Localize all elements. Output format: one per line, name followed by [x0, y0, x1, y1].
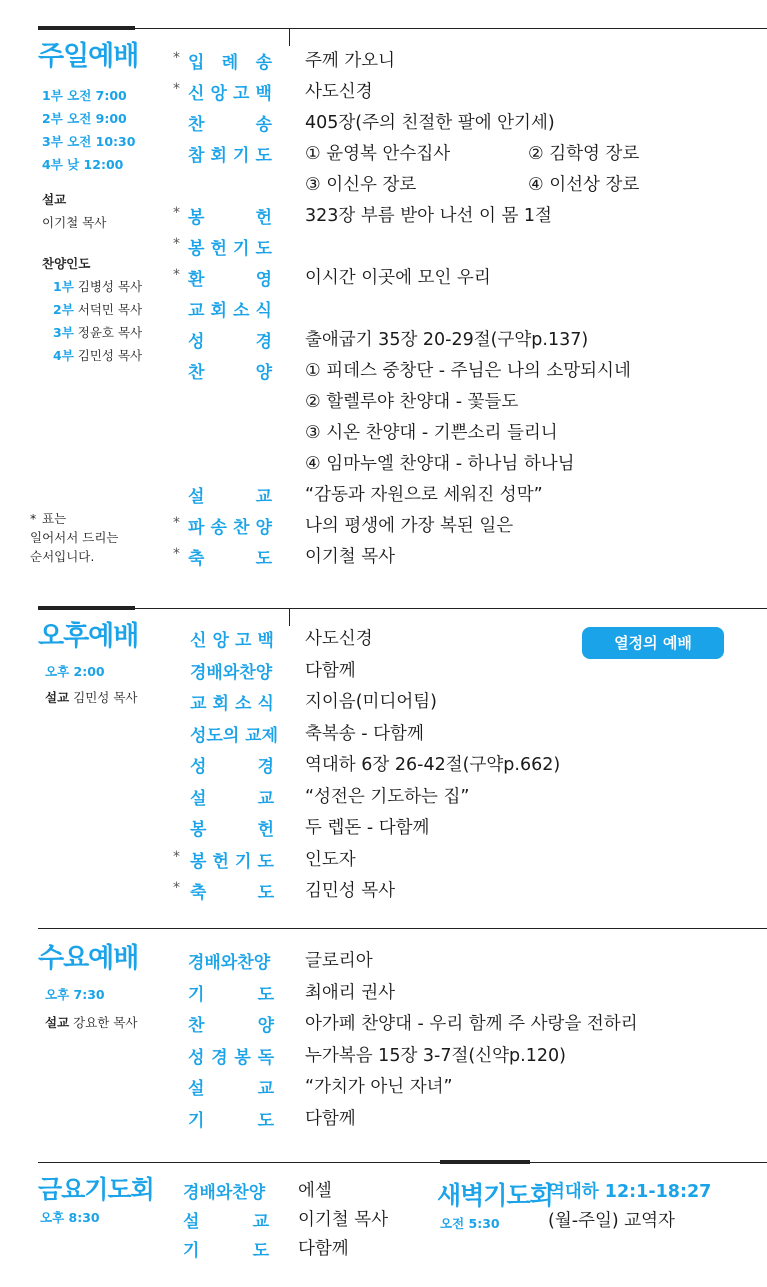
order-value: 다함께: [298, 1239, 349, 1259]
friday-time: 오후 8:30: [40, 1210, 100, 1225]
order-label: 성 경 봉 독: [188, 1047, 274, 1068]
order-label: 성도의 교제: [190, 725, 279, 746]
order-value: 지이음(미디어팀): [305, 692, 437, 712]
praise-part: 2부: [53, 302, 74, 317]
dawn-scripture: 역대하 12:1-18:27: [548, 1182, 712, 1202]
order-value: ① 피데스 중창단 - 주님은 나의 소망되시네: [305, 361, 631, 381]
section-rule: [135, 608, 767, 609]
order-label: 봉 헌: [190, 820, 274, 840]
note-star: *: [30, 511, 37, 526]
order-value: 출애굽기 35장 20-29절(구약p.137): [305, 330, 589, 350]
order-value: 에셀: [298, 1181, 332, 1201]
praise-name: 정윤호 목사: [77, 325, 143, 340]
order-label: 축 도: [188, 549, 272, 569]
sunday-time-4: 4부 낮 12:00: [42, 157, 124, 172]
order-value: 두 렙돈 - 다함께: [305, 818, 430, 838]
order-label: 환 영: [188, 270, 272, 290]
praise-part: 1부: [53, 279, 74, 294]
order-value: 누가복음 15장 3-7절(신약p.120): [305, 1045, 566, 1066]
praise-name: 서덕민 목사: [77, 302, 143, 317]
order-value: 사도신경: [305, 82, 373, 102]
order-label: 성 경: [190, 757, 274, 777]
standing-star: *: [173, 267, 180, 283]
order-label: 경배와찬양: [188, 953, 271, 973]
praise-leader-3: [53, 323, 142, 341]
order-value: 글로리아: [305, 951, 373, 971]
sunday-praise-label: 찬양인도: [42, 256, 91, 271]
order-value: 역대하 6장 26-42절(구약p.662): [305, 755, 561, 775]
section-rule-thick: [38, 606, 135, 610]
order-label: 축 도: [190, 883, 274, 903]
passion-worship-badge: 열정의 예배: [582, 627, 724, 659]
order-value: ④ 임마누엘 찬양대 - 하나님 하나님: [305, 454, 575, 474]
standing-star: *: [173, 880, 180, 896]
order-value: ① 윤영복 안수집사: [305, 144, 451, 164]
standing-star: *: [173, 236, 180, 252]
order-value: 다함께: [305, 1108, 356, 1129]
order-value: 이시간 이곳에 모인 우리: [305, 268, 491, 288]
order-value: 사도신경: [305, 629, 373, 649]
order-value: 이기철 목사: [305, 547, 396, 567]
praise-name: 김병성 목사: [77, 279, 143, 294]
sunday-sermon-pastor: 이기철 목사: [42, 215, 107, 230]
order-value: ② 할렐루야 찬양대 - 꽃들도: [305, 392, 519, 412]
order-value: “감동과 자원으로 세워진 성막”: [305, 485, 543, 505]
order-label: 기 도: [188, 984, 274, 1005]
order-label: 성 경: [188, 332, 272, 352]
order-value: 인도자: [305, 849, 356, 870]
order-label: 신 앙 고 백: [190, 631, 274, 651]
order-value: 다함께: [305, 660, 356, 681]
praise-leader-2: [53, 300, 142, 318]
standing-star: *: [173, 848, 180, 865]
praise-part: 4부: [53, 348, 74, 363]
note-line-1: 표는: [42, 511, 67, 526]
afternoon-title: 오후예배: [38, 621, 139, 652]
wednesday-sermon: [45, 1013, 138, 1031]
dawn-schedule: (월-주일) 교역자: [548, 1211, 675, 1231]
praise-leader-1: [53, 277, 142, 295]
order-label: 신 앙 고 백: [188, 84, 272, 104]
order-value: ③ 시온 찬양대 - 기쁜소리 들리니: [305, 423, 558, 443]
order-label: 봉 헌 기 도: [188, 239, 272, 259]
order-value-secondary: ② 김학영 장로: [528, 144, 640, 164]
section-divider: [289, 608, 290, 626]
order-value-secondary: ④ 이선상 장로: [528, 175, 640, 195]
order-label: 교 회 소 식: [190, 694, 274, 714]
sunday-time-2: 2부 오전 9:00: [42, 111, 127, 126]
standing-star: *: [173, 81, 180, 97]
sunday-title: 주일예배: [38, 41, 139, 72]
order-label: 교 회 소 식: [188, 301, 272, 321]
note-line-2: 일어서서 드리는: [30, 530, 119, 545]
order-label: 봉 헌 기 도: [190, 851, 274, 872]
wednesday-title: 수요예배: [38, 943, 139, 974]
order-label: 기 도: [188, 1110, 274, 1131]
friday-title: 금요기도회: [38, 1175, 154, 1204]
order-value: ③ 이신우 장로: [305, 175, 417, 195]
sermon-pastor: 강요한 목사: [73, 1015, 138, 1030]
praise-name: 김민성 목사: [77, 348, 143, 363]
order-label: 경배와찬양: [190, 662, 273, 683]
order-value: 이기철 목사: [298, 1210, 389, 1230]
afternoon-time: 오후 2:00: [45, 664, 105, 679]
wednesday-time: 오후 7:30: [45, 987, 105, 1002]
order-value: 405장(주의 친절한 팔에 안기세): [305, 113, 555, 133]
order-value: 김민성 목사: [305, 881, 396, 901]
order-label: 찬 양: [188, 1016, 274, 1036]
order-label: 설 교: [183, 1212, 269, 1232]
order-value: “가치가 아닌 자녀”: [305, 1077, 453, 1097]
order-value: “성전은 기도하는 집”: [305, 786, 470, 807]
praise-leader-4: [53, 346, 142, 364]
sunday-sermon-label: 설교: [42, 192, 67, 207]
order-label: 봉 헌: [188, 208, 272, 228]
section-rule: [135, 28, 767, 29]
section-rule-thick: [38, 26, 135, 30]
order-value: 주께 가오니: [305, 51, 396, 71]
section-rule-thick: [440, 1160, 530, 1164]
sermon-label: 설교: [45, 690, 70, 705]
order-value: 아가페 찬양대 - 우리 함께 주 사랑을 전하리: [305, 1014, 638, 1034]
dawn-title: 새벽기도회: [437, 1181, 553, 1210]
standing-star: *: [173, 546, 180, 562]
order-value: 323장 부름 받아 나선 이 몸 1절: [305, 206, 552, 226]
order-label: 설 교: [188, 1079, 274, 1099]
section-rule: [38, 1162, 767, 1163]
dawn-time: 오전 5:30: [440, 1216, 500, 1231]
sermon-label: 설교: [45, 1015, 70, 1030]
section-rule: [38, 928, 767, 929]
order-value: 나의 평생에 가장 복된 일은: [305, 516, 514, 536]
afternoon-sermon: [45, 688, 138, 706]
order-label: 파 송 찬 양: [188, 518, 272, 538]
order-value: 축복송 - 다함께: [305, 723, 424, 744]
order-label: 기 도: [183, 1241, 269, 1261]
sunday-time-1: 1부 오전 7:00: [42, 88, 127, 103]
order-label: 참 회 기 도: [188, 146, 272, 166]
note-line-3: 순서입니다.: [30, 549, 95, 564]
order-label: 설 교: [190, 788, 274, 809]
section-divider: [289, 28, 290, 46]
order-label: 찬 송: [188, 115, 272, 135]
sunday-time-3: 3부 오전 10:30: [42, 134, 136, 149]
standing-star: *: [173, 205, 180, 221]
order-value: 최애리 권사: [305, 982, 396, 1003]
order-label: 설 교: [188, 487, 272, 507]
sermon-pastor: 김민성 목사: [73, 690, 138, 705]
standing-star: *: [173, 50, 180, 66]
order-label: 입 례 송: [188, 53, 272, 73]
order-label: 찬 양: [188, 363, 272, 383]
standing-star: *: [173, 515, 180, 531]
order-label: 경배와찬양: [183, 1183, 266, 1203]
praise-part: 3부: [53, 325, 74, 340]
